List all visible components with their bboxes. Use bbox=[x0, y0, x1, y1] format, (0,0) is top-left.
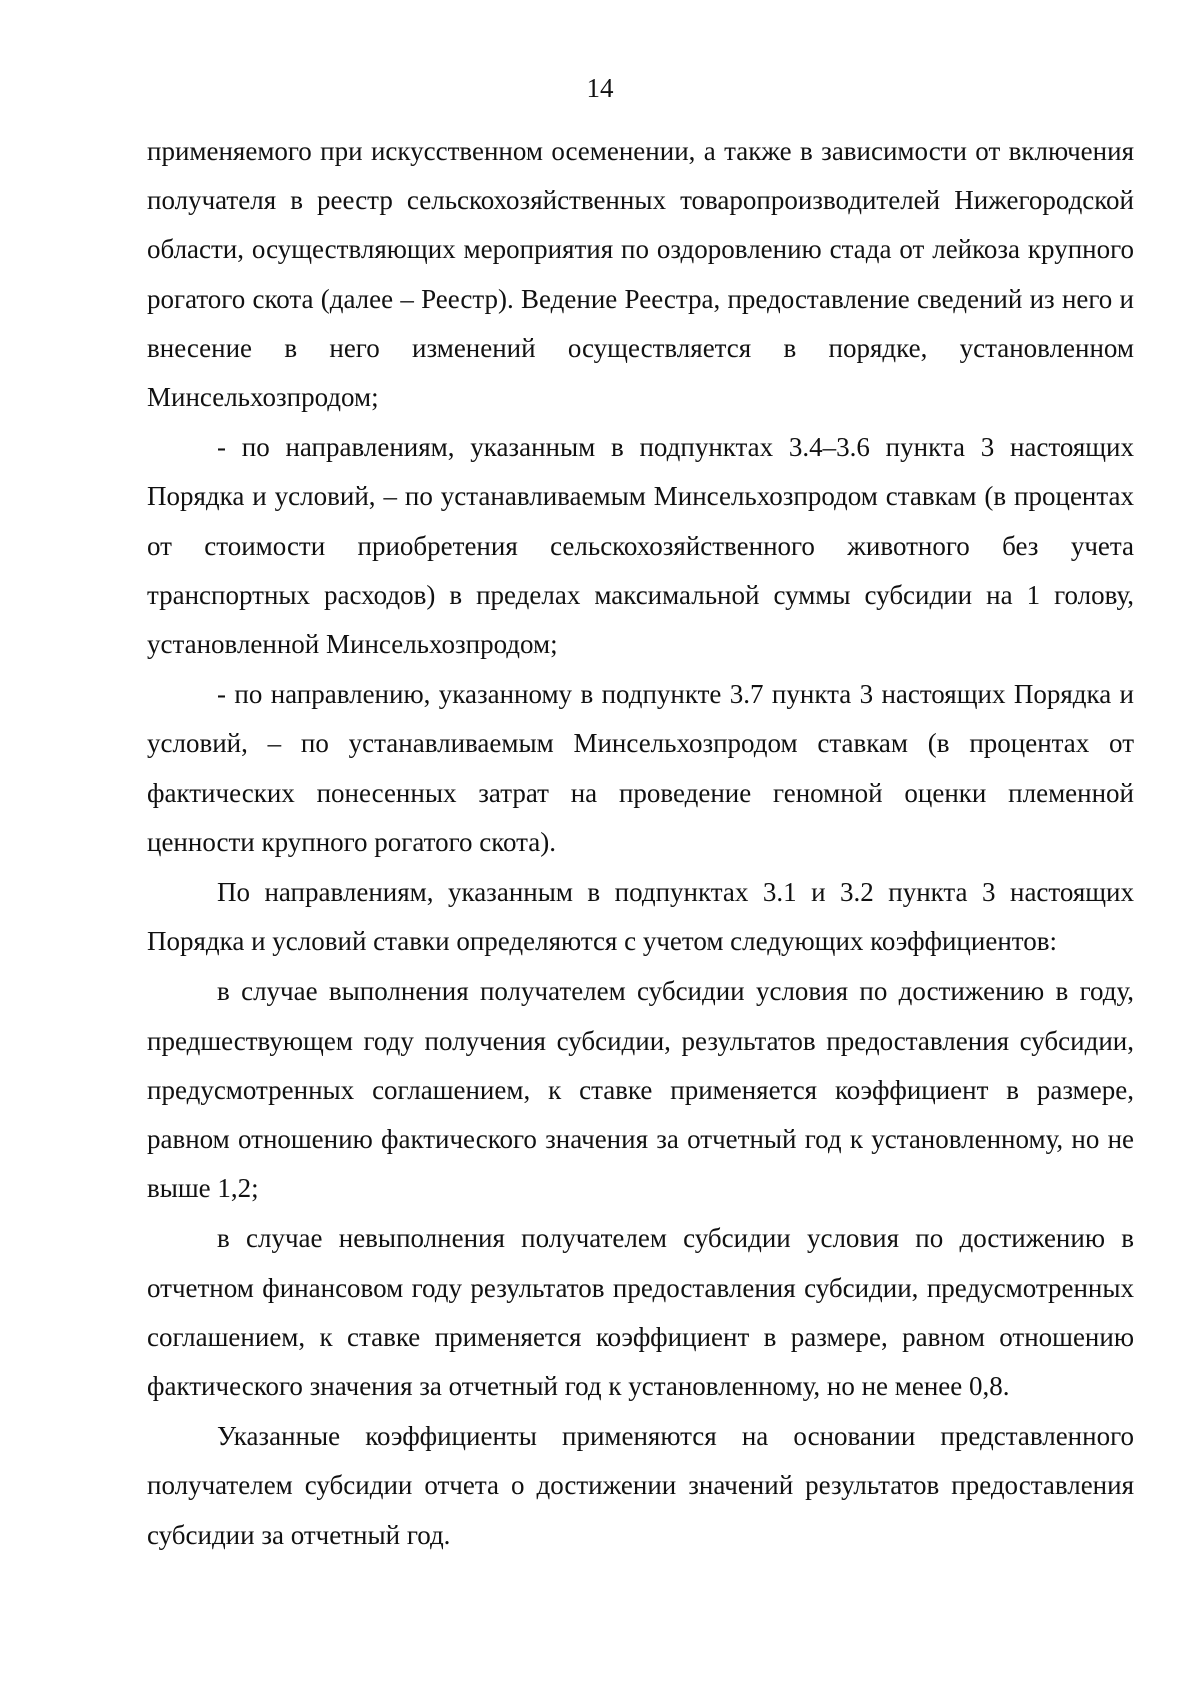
paragraph-coefficient-not-fulfilled: в случае невыполнения получателем субсидии условия по достижению в отчетном финансовом году результатов предоставления субсидии, предусмотренных соглашением, к ставке применяется коэффициент в размере, равном отношению фактического значения за отчетный год к установленному, но не менее 0,8. bbox=[147, 1223, 1134, 1402]
paragraph-item-3-4-3-6: - по направлениям, указанным в подпунктах 3.4–3.6 пункта 3 настоящих Порядка и условий, – по устанавливаемым Минсельхозпродом ставкам (в процентах от стоимости приобретения сельскохозяйственного животного без учета транспортных расходов) в пределах максимальной суммы субсидии на 1 голову, установленной Минсельхозпродом; bbox=[147, 432, 1134, 660]
paragraph-coefficients-basis: Указанные коэффициенты применяются на основании представленного получателем субсидии отчета о достижении значений результатов предоставления субсидии за отчетный год. bbox=[147, 1421, 1134, 1550]
document-body bbox=[147, 127, 1134, 1561]
paragraph-coefficients-intro: По направлениям, указанным в подпунктах 3.1 и 3.2 пункта 3 настоящих Порядка и условий ставки определяются с учетом следующих коэффициентов: bbox=[147, 877, 1134, 957]
paragraph-continuation: применяемого при искусственном осеменении, а также в зависимости от включения получателя в реестр сельскохозяйственных товаропроизводителей Нижегородской области, осуществляющих мероприятия по оздоровлению стада от лейкоза крупного рогатого скота (далее – Реестр). Ведение Реестра, предоставление сведений из него и внесение в него изменений осуществляется в порядке, установленном Минсельхозпродом; bbox=[147, 136, 1134, 413]
page-number: 14 bbox=[586, 73, 614, 103]
paragraph-item-3-7: - по направлению, указанному в подпункте 3.7 пункта 3 настоящих Порядка и условий, – по устанавливаемым Минсельхозпродом ставкам (в процентах от фактических понесенных затрат на проведение геномной оценки племенной ценности крупного рогатого скота). bbox=[147, 679, 1134, 857]
paragraph-coefficient-fulfilled: в случае выполнения получателем субсидии условия по достижению в году, предшествующем году получения субсидии, результатов предоставления субсидии, предусмотренных соглашением, к ставке применяется коэффициент в размере, равном отношению фактического значения за отчетный год к установленному, но не выше 1,2; bbox=[147, 976, 1134, 1204]
